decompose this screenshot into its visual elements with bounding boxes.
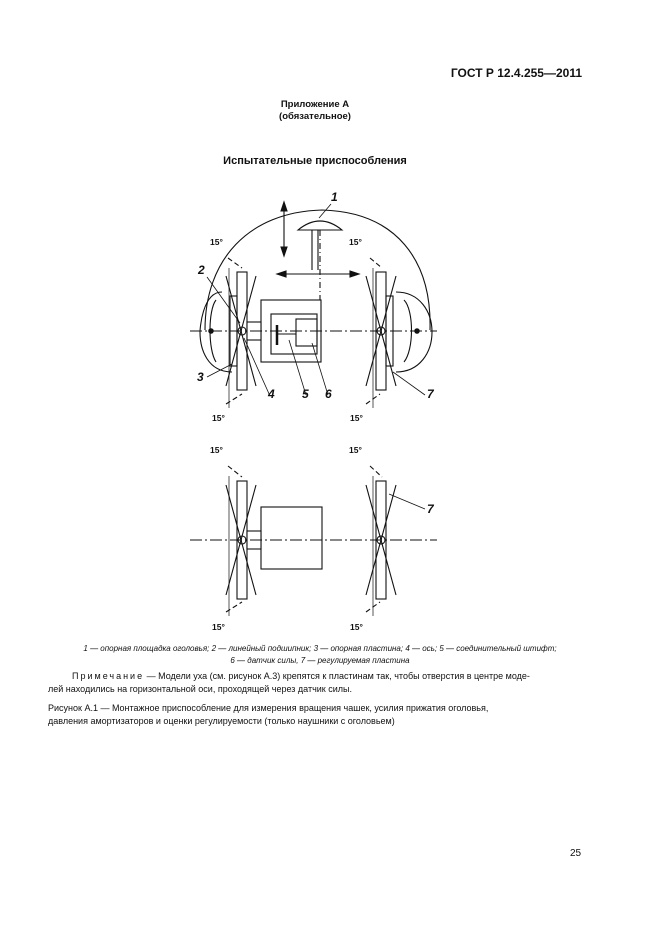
angle-label-mid-right: 15°	[350, 413, 363, 423]
angle-label-mid-left: 15°	[212, 413, 225, 423]
arrow-head-right	[350, 271, 359, 277]
arrow-head-left	[277, 271, 286, 277]
callout-1: 1	[331, 190, 338, 204]
top-assembly-view	[190, 202, 437, 408]
bottom-left-guide-top	[228, 466, 242, 477]
caption-text-1: Рисунок А.1 — Монтажное приспособление для измерения вращения чашек, усилия прижатия оголовья,	[48, 703, 489, 713]
page-number: 25	[570, 848, 582, 859]
figure-caption-line-1	[48, 702, 588, 715]
note-lead: Примечание	[72, 671, 145, 681]
appendix-status: (обязательное)	[279, 111, 351, 122]
angle-label-top-right: 15°	[349, 237, 362, 247]
bottom-left-guide-bottom	[226, 602, 242, 612]
angle-label-bottom-top-left: 15°	[210, 445, 223, 455]
note-line-2: лей находились на горизонтальной оси, проходящей через датчик силы.	[48, 684, 352, 694]
left-angle-guide-top	[228, 258, 242, 268]
right-ear-cup	[396, 292, 432, 372]
leader-1	[319, 204, 331, 218]
callout-5: 5	[302, 387, 309, 401]
callout-6: 6	[325, 387, 332, 401]
angle-label-bottom-right: 15°	[350, 622, 363, 632]
callout-7-top: 7	[427, 387, 434, 401]
appendix-title: Приложение А	[280, 99, 350, 110]
leader-7-bottom	[389, 494, 425, 509]
angle-label-bottom-top-right: 15°	[349, 445, 362, 455]
standard-id: ГОСТ Р 12.4.255—2011	[450, 66, 582, 80]
headband-support-pad	[298, 221, 342, 230]
note-paragraph	[48, 670, 588, 683]
right-angle-guide-top	[370, 258, 382, 268]
angle-label-bottom-left: 15°	[212, 622, 225, 632]
bottom-sensor-block	[261, 507, 322, 569]
leader-3	[207, 364, 232, 377]
leader-7-top	[393, 372, 425, 395]
arrow-head-down	[281, 247, 287, 256]
arrow-head-up	[281, 202, 287, 211]
callout-2: 2	[198, 263, 205, 277]
figure-title: Испытательные приспособления	[223, 155, 407, 167]
figure-legend-line-1: 1 — опорная площадка оголовья; 2 — линейный подшипник; 3 — опорная пластина; 4 — ось; 5 — соединительный штифт;	[83, 644, 557, 653]
callout-4: 4	[268, 387, 275, 401]
note-line-1: — Модели уха (см. рисунок А.3) крепятся к пластинам так, чтобы отверстия в центре моде-	[146, 671, 530, 681]
leader-2	[207, 277, 240, 323]
angle-label-top-left: 15°	[210, 237, 223, 247]
bottom-assembly-view	[190, 466, 437, 616]
figure-caption-line-2: давления амортизаторов и оценки регулируемости (только наушники с оголовьем)	[48, 716, 395, 726]
bottom-right-guide-top	[370, 466, 382, 477]
callout-3: 3	[197, 370, 204, 384]
figure-legend-line-2: 6 — датчик силы, 7 — регулируемая пластина	[230, 656, 410, 665]
left-ear-cup	[200, 292, 232, 372]
callout-7-bottom: 7	[427, 502, 434, 516]
left-angle-guide-bottom	[226, 394, 242, 404]
